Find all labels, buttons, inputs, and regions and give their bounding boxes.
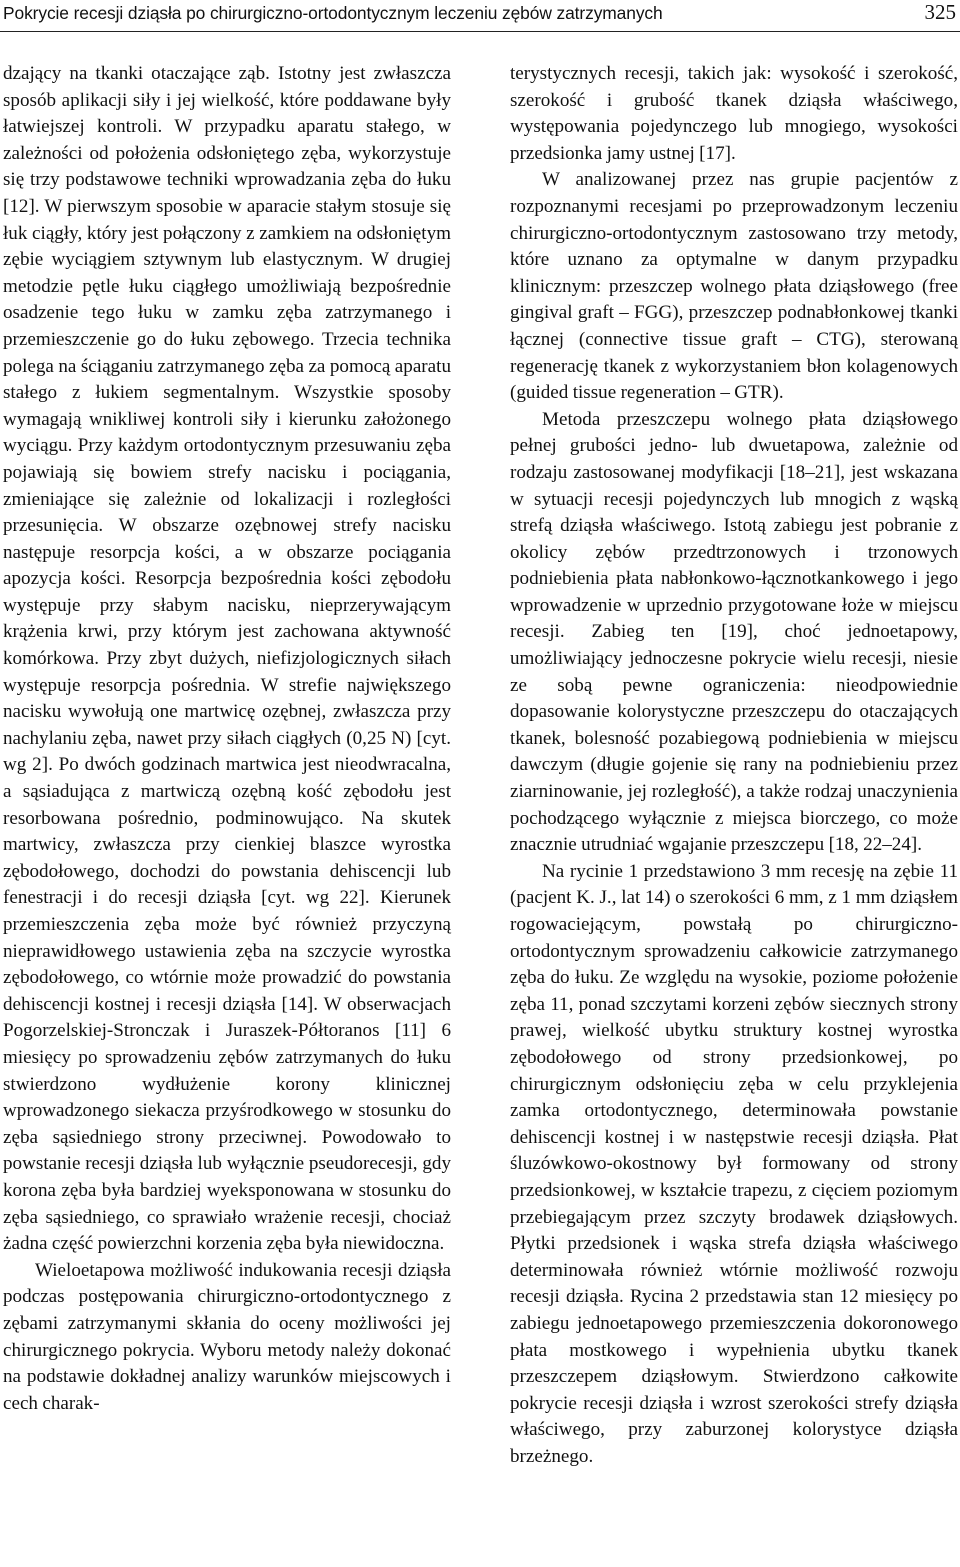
paragraph: Metoda przeszczepu wolnego płata dziąsłowego pełnej grubości jedno- lub dwuetapowa, zależnie od rodzaju zastosowanej modyfikacji [18–21], jest wskazana w sytuacji recesji pojedynczych lub mnogich z wąską strefą dziąsła właściwego. Istotą zabiegu jest pobranie z okolicy zębów przedtrzonowych i trzonowych podniebienia płata nabłonkowo-łącznotkankowego i jego wprowadzenie w uprzednio przygotowane łoże w miejscu recesji. Zabieg ten [19], choć jednoetapowy, umożliwiający jednoczesne pokrycie wielu recesji, niesie ze sobą pewne ograniczenia: nieodpowiednie dopasowanie kolorystyczne przeszczepu do otaczających tkanek, bolesność pozabiegową podniebienia w miejscu dawczym (długie gojenie się rany na podniebieniu przez ziarninowanie, jej rozległość), a także rodzaj unaczynienia pochodzącego wyłącznie z miejsca biorczego, co może znacznie utrudniać wgajanie przeszczepu [18, 22–24]. <box>510 408 958 856</box>
paragraph: terystycznych recesji, takich jak: wysokość i szerokość, szerokość i grubość tkanek dziąsła właściwego, występowania pojedynczego lub mnogiego, wysokości przedsionka jamy ustnej [17]. <box>510 63 958 164</box>
running-head <box>0 0 960 32</box>
page-number: 325 <box>924 0 956 24</box>
right-column <box>510 61 958 1470</box>
paragraph: Wieloetapowa możliwość indukowania recesji dziąsła podczas postępowania chirurgiczno-ortodontycznego z zębami zatrzymanymi skłania do oceny możliwości jej chirurgicznego pokrycia. Wyboru metody należy dokonać na podstawie dokładnej analizy warunków miejscowych i cech charak- <box>3 1259 451 1414</box>
running-title: Pokrycie recesji dziąsła po chirurgiczno-ortodontycznym leczeniu zębów zatrzymanych <box>3 3 663 23</box>
paragraph: W analizowanej przez nas grupie pacjentów z rozpoznanymi recesjami po przeprowadzonym leczeniu chirurgiczno-ortodontycznym zastosowano trzy metody, które uznano za optymalne w danym przypadku klinicznym: przeszczep wolnego płata dziąsłowego (free gingival graft – FGG), przeszczep podnabłonkowej tkanki łącznej (connective tissue graft – CTG), sterowaną regenerację tkanek z wykorzystaniem błon kolagenowych (guided tissue regeneration – GTR). <box>510 169 958 404</box>
paragraph: dzający na tkanki otaczające ząb. Istotny jest zwłaszcza sposób aplikacji siły i jej wielkość, które poddawane były łatwiejszej kontroli. W przypadku aparatu stałego, w zależności od położenia odsłoniętego zęba, wykorzystuje się trzy podstawowe techniki wprowadzania zęba do łuku [12]. W pierwszym sposobie w aparacie stałym stosuje się łuk ciągły, który jest połączony z zamkiem na odsłoniętym zębie wyciągiem sztywnym lub elastycznym. W drugiej metodzie pętle łuku ciągłego umożliwiają bezpośrednie osadzenie tego łuku w zamku zęba zatrzymanego i przemieszczenie go do łuku zębowego. Trzecia technika polega na ściąganiu zatrzymanego zęba za pomocą aparatu stałego z łukiem segmentalnym. Wszystkie sposoby wymagają wnikliwej kontroli siły i kierunku założonego wyciągu. Przy każdym ortodontycznym przesuwaniu zęba pojawiają się bowiem strefy nacisku i pociągania, zmieniające się zależnie od lokalizacji i rozległości przesunięcia. W obszarze ozębnowej strefy nacisku następuje resorpcja kości, a w obszarze pociągania apozycja kości. Resorpcja bezpośrednia kości zębodołu występuje przy słabym nacisku, nieprzerywającym krążenia krwi, przy którym jest zachowana aktywność komórkowa. Przy zbyt dużych, niefizjologicznych siłach występuje resorpcja pośrednia. W strefie największego nacisku wywołują one martwicę ozębnej, zwłaszcza przy nachylaniu zęba, nawet przy siłach ciągłych (0,25 N) [cyt. wg 2]. Po dwóch godzinach martwica jest nieodwracalna, a sąsiadująca z martwiczą ozębną kość zębodołu jest resorbowana pośrednio, podminowująco. Na skutek martwicy, zwłaszcza przy cienkiej blaszce wyrostka zębodołowego, dochodzi do powstania dehiscencji lub fenestracji i do recesji dziąsła [cyt. wg 22]. Kierunek przemieszczenia zęba może być również przyczyną nieprawidłowego ustawienia zęba na szczycie wyrostka zębodołowego, co wtórnie może prowadzić do powstania dehiscencji kostnej i recesji dziąsła [14]. W obserwacjach Pogorzelskiej-Stronczak i Juraszek-Półtoranos [11] 6 miesięcy po sprowadzeniu zębów zatrzymanych do łuku stwierdzono wydłużenie korony klinicznej wprowadzonego siekacza przyśrodkowego w stosunku do zęba sąsiedniego strony przeciwnej. Powodowało to powstanie recesji dziąsła lub wyłącznie pseudorecesji, gdy korona zęba była bardziej wyeksponowana w stosunku do zęba sąsiedniego, co sprawiało wrażenie recesji, chociaż żadna część powierzchni korzenia zęba była niewidoczna. <box>3 63 451 1255</box>
left-column <box>3 61 451 1417</box>
paragraph: Na rycinie 1 przedstawiono 3 mm recesję na zębie 11 (pacjent K. J., lat 14) o szerokości 6 mm, z 1 mm dziąsłem rogowaciejącym, powstałą po chirurgiczno-ortodontycznym sprowadzeniu całkowicie zatrzymanego zęba do łuku. Ze względu na wysokie, poziome położenie zęba 11, ponad szczytami korzeni zębów siecznych strony prawej, wielkość ubytku struktury kostnej wyrostka zębodołowego od strony przedsionkowej, po chirurgicznym odsłonięciu zęba w celu przyklejenia zamka ortodontycznego, determinowała powstanie dehiscencji kostnej i w następstwie recesji dziąsła. Płat śluzówkowo-okostnowy był formowany od strony przedsionkowej, w kształcie trapezu, z cięciem poziomym przebiegającym przez szczyty brodawek dziąsłowych. Płytki przedsionek i wąska strefa dziąsła właściwego determinowała również wtórnie możliwość rozwoju recesji dziąsła. Rycina 2 przedstawia stan 12 miesięcy po zabiegu jednoetapowego przemieszczenia dokoronowego płata mostkowego i wypełnienia ubytku tkanek przeszczepem dziąsłowym. Stwierdzono całkowite pokrycie recesji dziąsła i wzrost szerokości strefy dziąsła właściwego, przy zaburzonej kolorystyce dziąsła brzeżnego. <box>510 860 958 1467</box>
